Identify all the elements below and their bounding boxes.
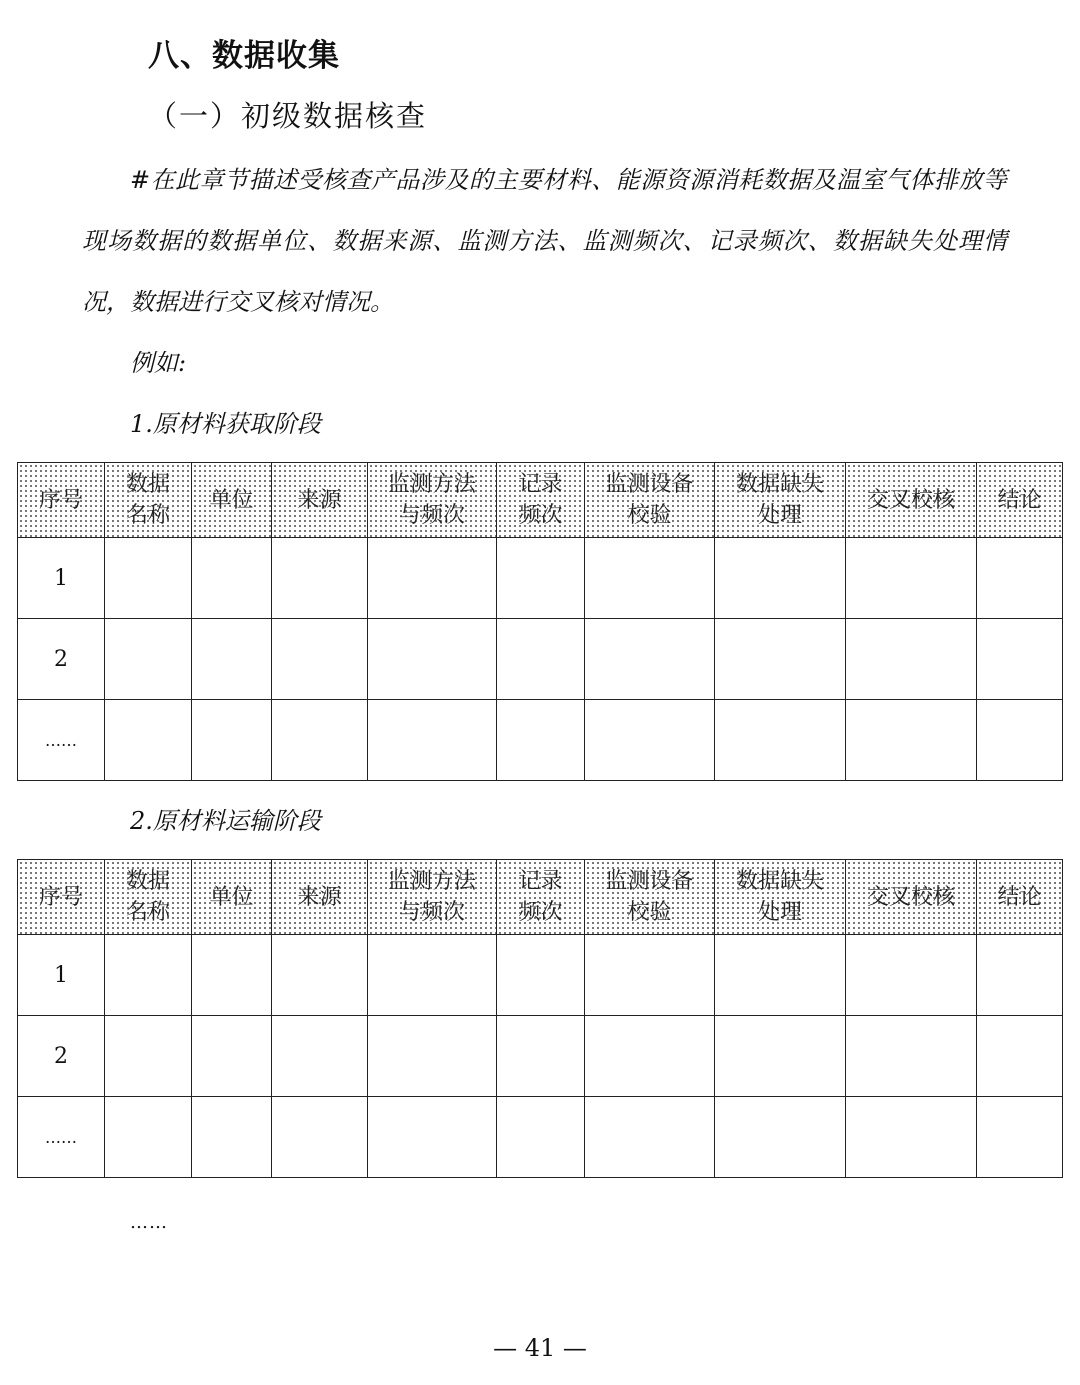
header-cell [497, 860, 585, 935]
empty-cell [497, 538, 585, 619]
empty-cell [715, 538, 846, 619]
header-text: 校验 [627, 503, 672, 528]
section-title-2: 2.原材料运输阶段 [130, 807, 321, 835]
header-cell [192, 860, 272, 935]
empty-cell [497, 619, 585, 700]
empty-cell [977, 1016, 1063, 1097]
empty-cell [977, 700, 1063, 781]
empty-cell [105, 1016, 192, 1097]
empty-cell [105, 700, 192, 781]
table-row [18, 1016, 1063, 1097]
row-number: 2 [18, 619, 105, 700]
header-text: 处理 [757, 503, 802, 528]
table-row [18, 935, 1063, 1016]
empty-cell [368, 619, 497, 700]
empty-cell [846, 1097, 977, 1178]
header-text: 来源 [297, 487, 342, 513]
header-text: 频次 [518, 900, 563, 925]
empty-cell [585, 538, 715, 619]
header-cell [977, 463, 1063, 538]
empty-cell [715, 700, 846, 781]
header-text: 数据 [125, 869, 170, 894]
header-text: 监测方法 [387, 472, 476, 497]
header-cell [105, 860, 192, 935]
empty-cell [846, 538, 977, 619]
header-cell [272, 860, 368, 935]
row-number: 1 [18, 538, 105, 619]
empty-cell [192, 935, 272, 1016]
header-cell [105, 463, 192, 538]
empty-cell [846, 1016, 977, 1097]
header-text: 单位 [209, 487, 254, 513]
empty-cell [977, 935, 1063, 1016]
header-text: 结论 [997, 884, 1042, 910]
row-number: 1 [18, 935, 105, 1016]
table-row [18, 619, 1063, 700]
empty-cell [497, 700, 585, 781]
empty-cell [977, 1097, 1063, 1178]
header-text: 交叉校核 [866, 884, 955, 910]
empty-cell [272, 1016, 368, 1097]
empty-cell [585, 935, 715, 1016]
empty-cell [585, 619, 715, 700]
header-text: 处理 [757, 900, 802, 925]
empty-cell [497, 935, 585, 1016]
data-table-2 [17, 859, 1063, 1178]
header-text: 记录 [518, 869, 563, 894]
table-row [18, 700, 1063, 781]
empty-cell [585, 1097, 715, 1178]
header-cell [585, 463, 715, 538]
header-cell [192, 463, 272, 538]
description-paragraph: #在此章节描述受核查产品涉及的主要材料、能源资源消耗数据及温室气体排放等现场数据的数据单位、数据来源、监测方法、监测频次、记录频次、数据缺失处理情况，数据进行交叉核对情况。 [82, 166, 1007, 316]
empty-cell [368, 1097, 497, 1178]
table-row [18, 1097, 1063, 1178]
section-title-1: 1.原材料获取阶段 [130, 410, 321, 438]
empty-cell [368, 1016, 497, 1097]
header-cell [585, 860, 715, 935]
header-text: 来源 [297, 884, 342, 910]
empty-cell [715, 935, 846, 1016]
empty-cell [272, 1097, 368, 1178]
header-cell [18, 463, 105, 538]
header-text: 记录 [518, 472, 563, 497]
header-text: 数据缺失 [735, 869, 824, 894]
empty-cell [192, 1097, 272, 1178]
empty-cell [846, 619, 977, 700]
empty-cell [192, 700, 272, 781]
header-cell [497, 463, 585, 538]
header-text: 监测设备 [605, 869, 694, 894]
empty-cell [368, 538, 497, 619]
trailing-ellipsis: …… [130, 1212, 168, 1233]
header-text: 频次 [518, 503, 563, 528]
data-table-1 [17, 462, 1063, 781]
empty-cell [272, 700, 368, 781]
empty-cell [846, 935, 977, 1016]
empty-cell [846, 700, 977, 781]
header-text: 名称 [125, 503, 170, 528]
empty-cell [105, 619, 192, 700]
empty-cell [368, 700, 497, 781]
empty-cell [497, 1097, 585, 1178]
header-cell [368, 860, 497, 935]
subsection-heading: （一）初级数据核查 [148, 99, 428, 133]
empty-cell [105, 935, 192, 1016]
header-text: 交叉校核 [866, 487, 955, 513]
empty-cell [272, 619, 368, 700]
section-heading: 八、数据收集 [148, 38, 340, 74]
header-text: 数据缺失 [735, 472, 824, 497]
header-text: 单位 [209, 884, 254, 910]
page-number: — 41 — [493, 1334, 587, 1362]
header-cell [715, 860, 846, 935]
header-text: 数据 [125, 472, 170, 497]
empty-cell [585, 700, 715, 781]
empty-cell [497, 1016, 585, 1097]
empty-cell [105, 538, 192, 619]
empty-cell [272, 935, 368, 1016]
table-row [18, 538, 1063, 619]
empty-cell [715, 619, 846, 700]
header-cell [368, 463, 497, 538]
header-cell [18, 860, 105, 935]
header-text: 监测设备 [605, 472, 694, 497]
header-text: 监测方法 [387, 869, 476, 894]
empty-cell [192, 1016, 272, 1097]
header-cell [272, 463, 368, 538]
empty-cell [715, 1016, 846, 1097]
header-cell [977, 860, 1063, 935]
empty-cell [977, 619, 1063, 700]
header-cell [846, 860, 977, 935]
empty-cell [272, 538, 368, 619]
empty-cell [192, 538, 272, 619]
empty-cell [715, 1097, 846, 1178]
empty-cell [192, 619, 272, 700]
header-text: 校验 [627, 900, 672, 925]
row-number: …… [18, 700, 105, 781]
empty-cell [977, 538, 1063, 619]
header-cell [846, 463, 977, 538]
header-text: 与频次 [398, 503, 465, 528]
header-text: 与频次 [398, 900, 465, 925]
header-text: 序号 [38, 487, 83, 513]
header-cell [715, 463, 846, 538]
example-label: 例如: [130, 349, 187, 377]
row-number: 2 [18, 1016, 105, 1097]
empty-cell [585, 1016, 715, 1097]
empty-cell [368, 935, 497, 1016]
row-number: …… [18, 1097, 105, 1178]
empty-cell [105, 1097, 192, 1178]
header-text: 结论 [997, 487, 1042, 513]
header-text: 名称 [125, 900, 170, 925]
header-text: 序号 [38, 884, 83, 910]
